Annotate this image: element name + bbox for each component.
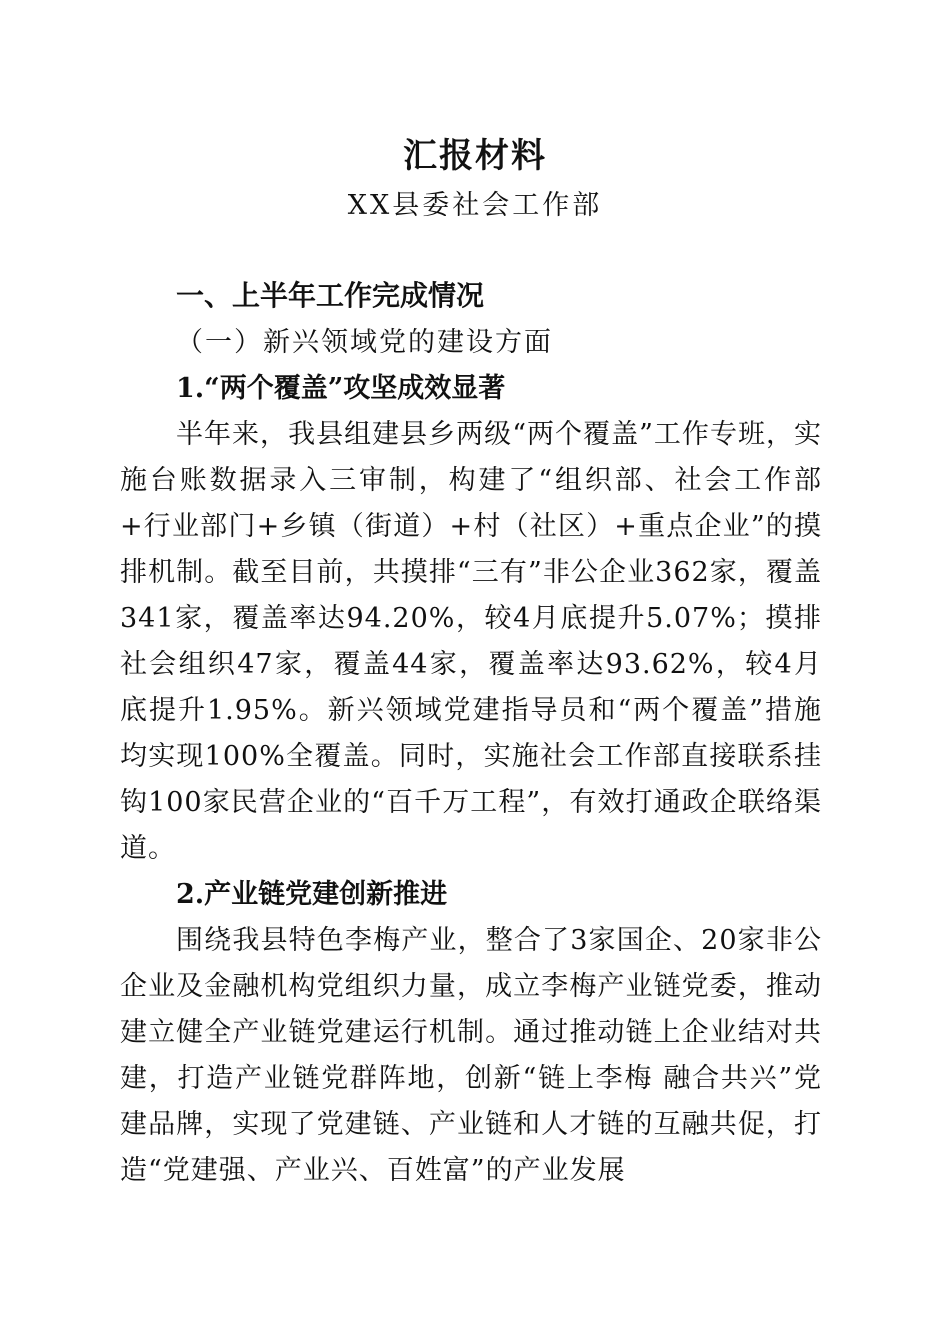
document-organization: XX县委社会工作部: [347, 190, 603, 221]
item-1-heading: 1.“两个覆盖”攻坚成效显著: [176, 373, 506, 404]
item-2-paragraph: 围绕我县特色李梅产业，整合了3家国企、20家非公企业及金融机构党组织力量，成立李梅产业链党委，推动建立健全产业链党建运行机制。通过推动链上企业结对共建，打造产业链党群阵地，创新“链上李梅 融合共兴”党建品牌，实现了党建链、产业链和人才链的互融共促，打造“党建强、产业兴、百姓富”的产业发展: [120, 925, 822, 1186]
item-2-heading: 2.产业链党建创新推进: [176, 879, 448, 910]
subsection-heading: （一）新兴领域党的建设方面: [176, 327, 553, 358]
item-1-paragraph: 半年来，我县组建县乡两级“两个覆盖”工作专班，实施台账数据录入三审制，构建了“组织部、社会工作部+行业部门+乡镇（街道）+村（社区）+重点企业”的摸排机制。截至目前，共摸排“三有”非公企业362家，覆盖341家，覆盖率达94.20%，较4月底提升5.07%；摸排社会组织47家，覆盖44家，覆盖率达93.62%，较4月底提升1.95%。新兴领域党建指导员和“两个覆盖”措施均实现100%全覆盖。同时，实施社会工作部直接联系挂钩100家民营企业的“百千万工程”，有效打通政企联络渠道。: [120, 419, 822, 864]
document-title: 汇报材料: [403, 136, 547, 176]
document-body: [120, 272, 822, 1194]
section-heading: 一、上半年工作完成情况: [176, 279, 485, 312]
